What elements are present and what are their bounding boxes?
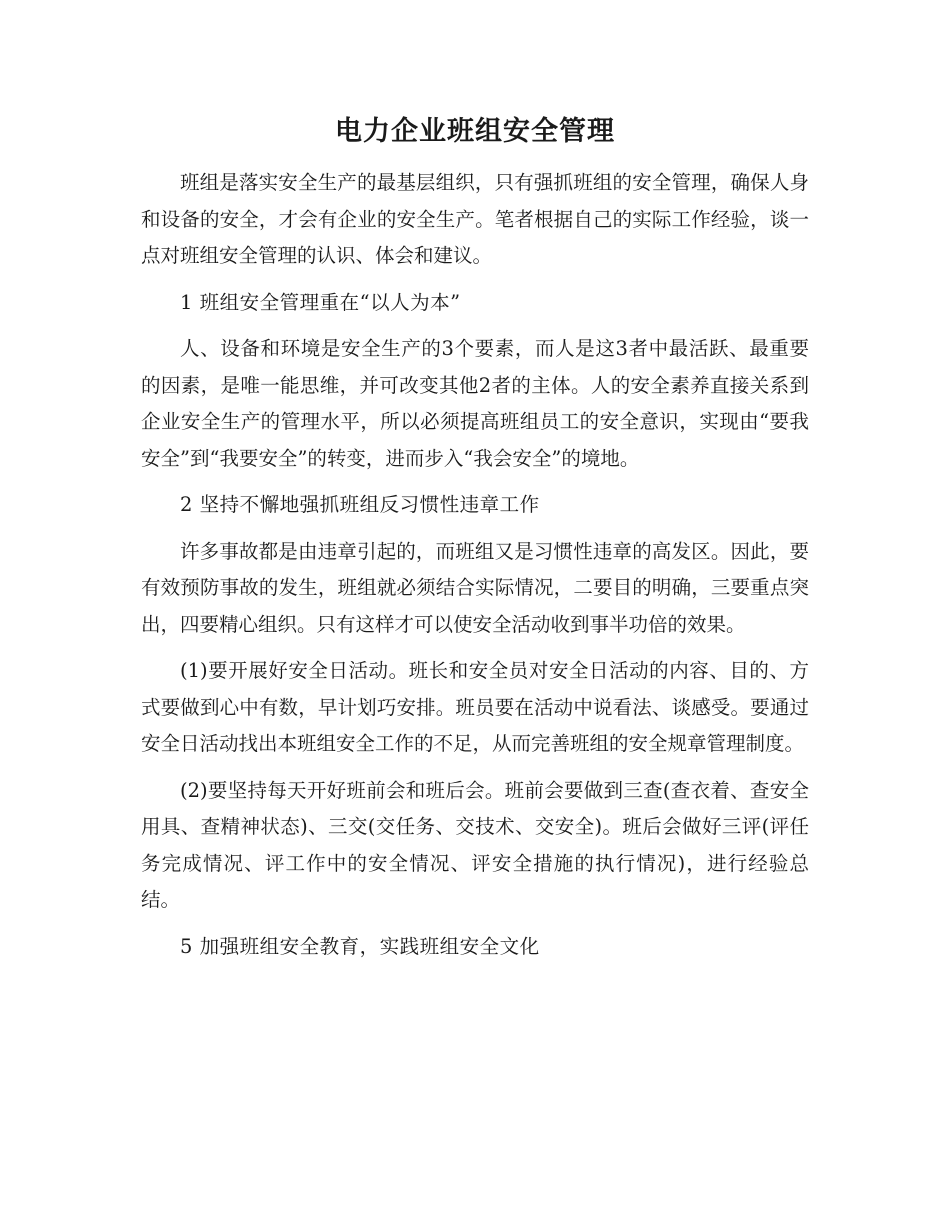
document-body [141,165,809,965]
body-paragraph: 许多事故都是由违章引起的，而班组又是习惯性违章的高发区。因此，要有效预防事故的发生，班组就必须结合实际情况，二要目的明确，三要重点突出，四要精心组织。只有这样才可以使安全活动收到事半功倍的效果。 [141,539,809,636]
document-title: 电力企业班组安全管理 [335,116,615,147]
body-paragraph: 人、设备和环境是安全生产的3个要素，而人是这3者中最活跃、最重要的因素，是唯一能思维，并可改变其他2者的主体。人的安全素养直接关系到企业安全生产的管理水平，所以必须提高班组员工的安全意识，实现由“要我安全”到“我要安全”的转变，进而步入“我会安全”的境地。 [141,337,809,470]
body-paragraph: (1)要开展好安全日活动。班长和安全员对安全日活动的内容、目的、方式要做到心中有数，早计划巧安排。班员要在活动中说看法、谈感受。要通过安全日活动找出本班组安全工作的不足，从而完善班组的安全规章管理制度。 [141,659,809,755]
body-paragraph: (2)要坚持每天开好班前会和班后会。班前会要做到三查(查衣着、查安全用具、查精神状态)、三交(交任务、交技术、交安全)。班后会做好三评(评任务完成情况、评工作中的安全情况、评安全措施的执行情况)，进行经验总结。 [141,778,809,911]
intro-paragraph: 班组是落实安全生产的最基层组织，只有强抓班组的安全管理，确保人身和设备的安全，才会有企业的安全生产。笔者根据自己的实际工作经验，谈一点对班组安全管理的认识、体会和建议。 [141,171,809,267]
section-heading-5: 5 加强班组安全教育，实践班组安全文化 [180,934,540,958]
section-heading-1: 1 班组安全管理重在“以人为本” [180,290,461,314]
section-heading-2: 2 坚持不懈地强抓班组反习惯性违章工作 [180,493,540,516]
